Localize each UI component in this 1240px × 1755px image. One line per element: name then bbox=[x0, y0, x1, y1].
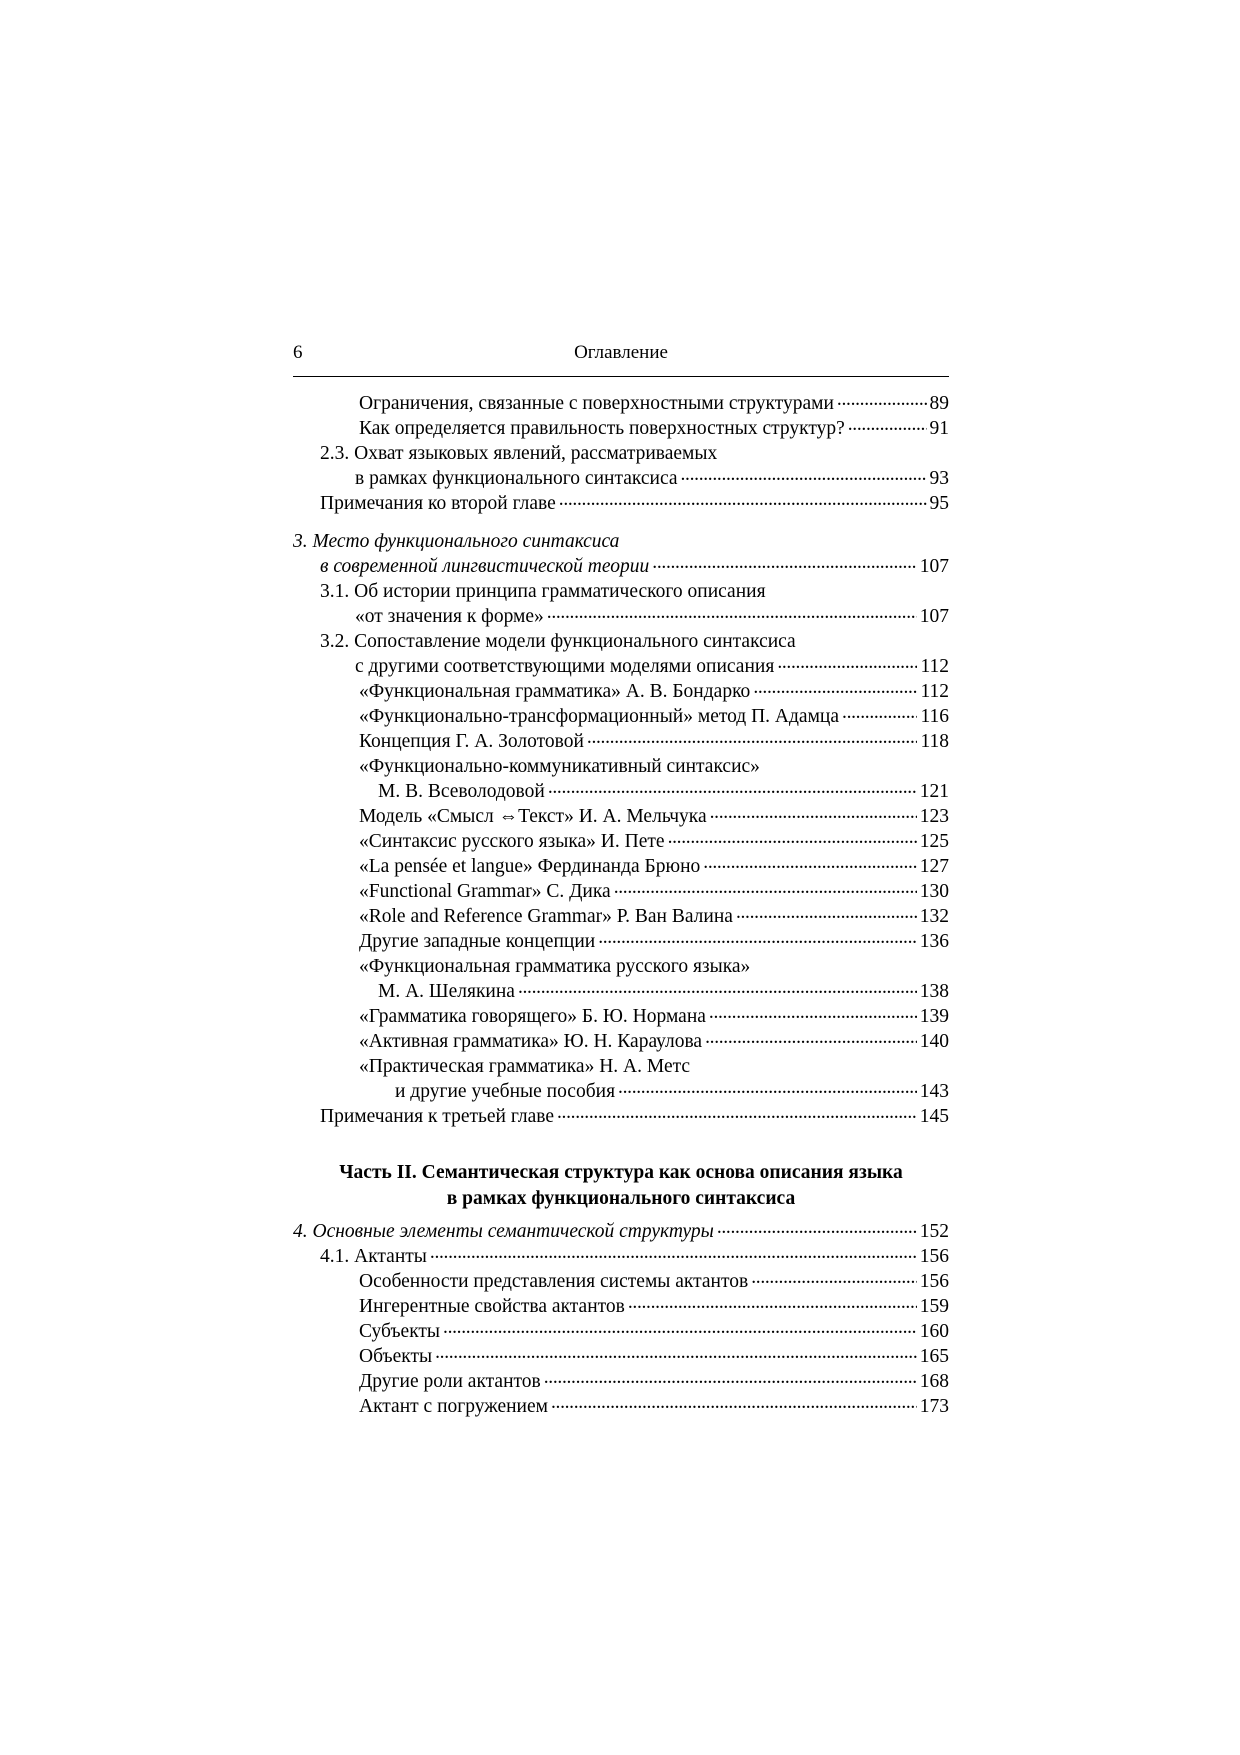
leader-dots bbox=[544, 1369, 917, 1387]
leader-dots bbox=[559, 491, 927, 509]
toc-entry-page: 89 bbox=[929, 393, 949, 414]
leader-dots bbox=[837, 391, 927, 409]
toc-entry bbox=[293, 1319, 949, 1344]
leader-dots bbox=[668, 829, 917, 847]
leader-dots bbox=[652, 554, 916, 572]
toc-entry-page: 140 bbox=[919, 1031, 949, 1052]
toc-entry-page: 121 bbox=[919, 781, 949, 802]
toc-entry-page: 160 bbox=[919, 1321, 949, 1342]
leader-dots bbox=[777, 654, 917, 672]
toc-entry-page: 116 bbox=[920, 706, 949, 727]
toc-entry-page: 132 bbox=[919, 906, 949, 927]
toc-entry-text: Другие роли актантов bbox=[359, 1371, 541, 1392]
toc-entry-page: 93 bbox=[929, 468, 949, 489]
toc-entry-text: Особенности представления системы актантов bbox=[359, 1271, 749, 1292]
toc-entry-text: 3.1. Об истории принципа грамматического описания bbox=[320, 581, 766, 602]
toc-entry bbox=[293, 1104, 949, 1129]
toc-entry-text: Примечания к третьей главе bbox=[320, 1106, 554, 1127]
leader-dots bbox=[435, 1344, 917, 1362]
toc-entry-text: «Функционально-коммуникативный синтаксис» bbox=[359, 756, 760, 777]
leader-dots bbox=[842, 704, 917, 722]
toc-entry bbox=[293, 1394, 949, 1419]
leader-dots bbox=[705, 1029, 917, 1047]
toc-entry bbox=[293, 1054, 949, 1079]
toc-entry-page: 165 bbox=[919, 1346, 949, 1367]
toc-chapter bbox=[293, 529, 949, 554]
toc-entry-page: 145 bbox=[919, 1106, 949, 1127]
toc-entry-text: 3. Место функционального синтаксиса bbox=[293, 531, 620, 552]
toc-entry-text: «Functional Grammar» С. Дика bbox=[359, 881, 611, 902]
toc-entry-text: в рамках функционального синтаксиса bbox=[355, 468, 678, 489]
toc-entry-page: 91 bbox=[929, 418, 949, 439]
toc-entry-text: «Активная грамматика» Ю. Н. Караулова bbox=[359, 1031, 703, 1052]
spacer bbox=[293, 516, 949, 529]
toc-chapter bbox=[293, 554, 949, 579]
toc-entry bbox=[293, 1029, 949, 1054]
toc-entry bbox=[293, 754, 949, 779]
toc-entry-text: Как определяется правильность поверхностных структур? bbox=[359, 418, 845, 439]
toc-entry-page: 152 bbox=[919, 1221, 949, 1242]
toc-entry-page: 156 bbox=[919, 1246, 949, 1267]
toc-entry-page: 138 bbox=[919, 981, 949, 1002]
toc-entry-text: «Практическая грамматика» Н. А. Метс bbox=[359, 1056, 691, 1077]
toc-entry-text: «Функциональная грамматика» А. В. Бондарко bbox=[359, 681, 751, 702]
toc-entry bbox=[293, 1294, 949, 1319]
leader-dots bbox=[547, 604, 917, 622]
toc-entry-text: М. В. Всеволодовой bbox=[378, 781, 545, 802]
toc-entry-text: Актант с погружением bbox=[359, 1396, 548, 1417]
toc-entry-page: 156 bbox=[919, 1271, 949, 1292]
spacer bbox=[293, 1212, 949, 1219]
leader-dots bbox=[551, 1394, 917, 1412]
toc-entry bbox=[293, 879, 949, 904]
leader-dots bbox=[518, 979, 917, 997]
leader-dots bbox=[614, 879, 917, 897]
toc-entry bbox=[293, 441, 949, 466]
toc-chapter bbox=[293, 1219, 949, 1244]
toc-entry-text: «Грамматика говорящего» Б. Ю. Нормана bbox=[359, 1006, 706, 1027]
leader-dots bbox=[628, 1294, 917, 1312]
toc-entry-page: 123 bbox=[919, 806, 949, 827]
toc-entry bbox=[293, 579, 949, 604]
leader-dots bbox=[703, 854, 916, 872]
toc-entry-text: Ограничения, связанные с поверхностными структурами bbox=[359, 393, 834, 414]
page-number: 6 bbox=[293, 342, 303, 363]
toc-entry-text: Модель «Смысл ⇔Текст» И. А. Мельчука bbox=[359, 806, 707, 827]
toc-entry-text: Ингерентные свойства актантов bbox=[359, 1296, 625, 1317]
toc-entry-page: 139 bbox=[919, 1006, 949, 1027]
toc-entry-page: 125 bbox=[919, 831, 949, 852]
leader-dots bbox=[548, 779, 917, 797]
toc-entry-text: и другие учебные пособия bbox=[395, 1081, 616, 1102]
toc-entry bbox=[293, 1244, 949, 1269]
toc-entry bbox=[293, 979, 949, 1004]
toc-entry-text: М. А. Шелякина bbox=[378, 981, 515, 1002]
leader-dots bbox=[848, 416, 927, 434]
toc-entry bbox=[293, 679, 949, 704]
toc-entry-page: 127 bbox=[919, 856, 949, 877]
toc-entry bbox=[293, 654, 949, 679]
toc-entry-text: 2.3. Охват языковых явлений, рассматриваемых bbox=[320, 443, 718, 464]
toc-entry bbox=[293, 391, 949, 416]
leader-dots bbox=[736, 904, 917, 922]
toc-entry-page: 112 bbox=[920, 681, 949, 702]
toc-entry bbox=[293, 1004, 949, 1029]
toc-entry-text: Другие западные концепции bbox=[359, 931, 596, 952]
table-of-contents bbox=[293, 391, 949, 1419]
toc-entry bbox=[293, 1344, 949, 1369]
toc-entry-text: Концепция Г. А. Золотовой bbox=[359, 731, 584, 752]
toc-entry-text: Примечания ко второй главе bbox=[320, 493, 556, 514]
toc-entry-page: 107 bbox=[919, 556, 949, 577]
toc-entry-text: 4. Основные элементы семантической структуры bbox=[293, 1221, 714, 1242]
part-heading-line: Часть II. Семантическая структура как основа описания языка bbox=[339, 1162, 903, 1183]
toc-entry-text: «La pensée et langue» Фердинанда Брюно bbox=[359, 856, 701, 877]
toc-entry-text: Субъекты bbox=[359, 1321, 441, 1342]
part-heading bbox=[293, 1160, 949, 1212]
toc-entry bbox=[293, 929, 949, 954]
toc-entry-text: «Функциональная грамматика русского языка» bbox=[359, 956, 751, 977]
toc-entry bbox=[293, 829, 949, 854]
leader-dots bbox=[709, 1004, 917, 1022]
toc-entry bbox=[293, 904, 949, 929]
leader-dots bbox=[751, 1269, 917, 1287]
toc-entry-page: 159 bbox=[919, 1296, 949, 1317]
toc-entry-page: 168 bbox=[919, 1371, 949, 1392]
toc-entry bbox=[293, 779, 949, 804]
page-title: Оглавление bbox=[574, 342, 668, 363]
toc-entry-page: 112 bbox=[920, 656, 949, 677]
leader-dots bbox=[717, 1219, 917, 1237]
leader-dots bbox=[618, 1079, 917, 1097]
toc-entry bbox=[293, 491, 949, 516]
toc-entry-page: 107 bbox=[919, 606, 949, 627]
toc-entry bbox=[293, 1269, 949, 1294]
toc-entry-page: 95 bbox=[929, 493, 949, 514]
leader-dots bbox=[710, 804, 917, 822]
toc-entry-text: «Синтаксис русского языка» И. Пете bbox=[359, 831, 665, 852]
toc-entry bbox=[293, 704, 949, 729]
toc-entry-text: «Role and Reference Grammar» Р. Ван Валина bbox=[359, 906, 733, 927]
toc-entry-page: 118 bbox=[920, 731, 949, 752]
part-heading-line: в рамках функционального синтаксиса bbox=[446, 1188, 796, 1209]
toc-entry bbox=[293, 729, 949, 754]
toc-entry bbox=[293, 1079, 949, 1104]
toc-entry-text: Объекты bbox=[359, 1346, 433, 1367]
toc-entry-text: 4.1. Актанты bbox=[320, 1246, 427, 1267]
toc-entry-text: «Функционально-трансформационный» метод П. Адамца bbox=[359, 706, 840, 727]
toc-entry-page: 130 bbox=[919, 881, 949, 902]
toc-entry bbox=[293, 604, 949, 629]
leader-dots bbox=[587, 729, 918, 747]
toc-entry-text: 3.2. Сопоставление модели функционального синтаксиса bbox=[320, 631, 796, 652]
toc-entry bbox=[293, 1369, 949, 1394]
toc-entry bbox=[293, 629, 949, 654]
toc-entry bbox=[293, 804, 949, 829]
toc-entry-page: 143 bbox=[919, 1081, 949, 1102]
leader-dots bbox=[557, 1104, 917, 1122]
toc-entry-page: 136 bbox=[919, 931, 949, 952]
spacer bbox=[293, 1129, 949, 1160]
running-header bbox=[293, 342, 949, 377]
toc-entry bbox=[293, 854, 949, 879]
leader-dots bbox=[753, 679, 917, 697]
leader-dots bbox=[443, 1319, 917, 1337]
leader-dots bbox=[430, 1244, 917, 1262]
toc-entry bbox=[293, 466, 949, 491]
toc-entry-text: «от значения к форме» bbox=[355, 606, 544, 627]
toc-entry-text: в современной лингвистической теории bbox=[320, 556, 650, 577]
toc-entry-text: с другими соответствующими моделями описания bbox=[355, 656, 775, 677]
toc-entry bbox=[293, 416, 949, 441]
leader-dots bbox=[598, 929, 917, 947]
leader-dots bbox=[681, 466, 927, 484]
toc-entry bbox=[293, 954, 949, 979]
toc-entry-page: 173 bbox=[919, 1396, 949, 1417]
